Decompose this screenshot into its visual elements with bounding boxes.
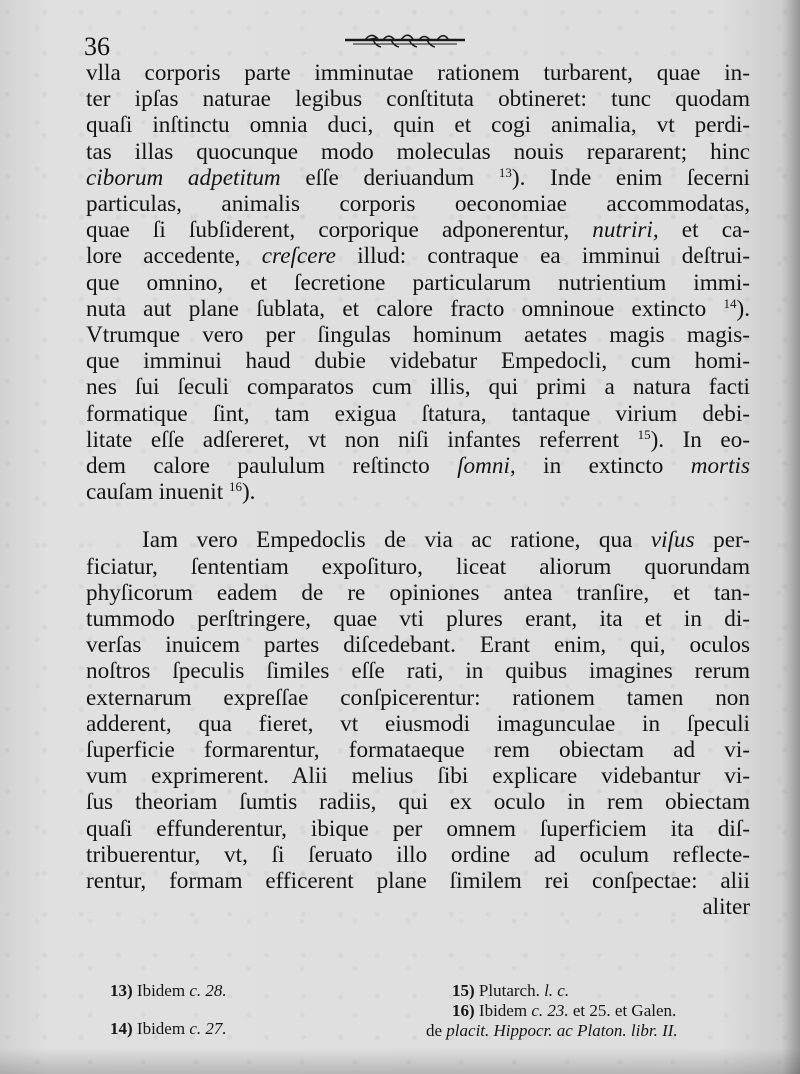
text-run: aliter [702,894,750,921]
text-run: vum exprimerent. Alii melius ſibi explicare videbantur vi- [86,763,750,790]
text-line [86,658,750,684]
footnote-ref: 15 [637,426,651,442]
text-line [86,86,750,112]
text-run: ſuperficie formarentur, formataeque rem obiectam ad vi- [86,737,750,764]
text-run: Iam vero Empedoclis de via ac ratione, qua [142,527,651,554]
text-line [86,527,750,553]
paragraph-gap [86,505,750,527]
text-run: que imminui haud dubie videbatur Empedocli, cum homi- [86,348,750,375]
text-line [86,816,750,842]
text-line [86,789,750,815]
text-line [86,894,750,920]
text-run: rentur, formam efficerent plane ſimilem rei conſpectae: alii [86,868,750,895]
footnote-ref: 16 [228,479,242,495]
text-run: ). [241,479,256,506]
footnote-14: 14) Ibidem c. 27. [110,1019,227,1038]
text-run: ). Inde enim ſecerni [511,164,750,191]
decorative-vine-rule-icon [343,30,467,50]
text-run: externarum expreſſae conſpicerentur: rationem tamen non [86,684,750,711]
text-run: illud: contraque ea imminui deſtrui- [335,243,750,270]
text-line [86,453,750,479]
footnote-13: 13) Ibidem c. 28. [110,981,227,1000]
footnote-16: 16) Ibidem c. 23. et 25. et Galen. [452,1001,677,1020]
text-line [86,270,750,296]
text-run: tas illas quocunque modo moleculas nouis repararent; hinc [86,138,750,165]
footnote-ref: 14 [723,295,737,311]
text-run: ter ipſas naturae legibus conſtituta obtineret: tunc quodam [86,86,750,113]
page-edge-shadow [782,0,800,1074]
text-line [86,191,750,217]
text-run: cauſam inuenit [86,479,229,506]
text-line [86,112,750,138]
text-line [86,217,750,243]
text-run: formatique ſint, tam exigua ſtatura, tantaque virium debi- [86,400,750,427]
text-line [86,737,750,763]
text-run: ). In eo- [650,426,750,453]
text-line [86,685,750,711]
text-run: verſas inuicem partes diſcedebant. Erant enim, qui, oculos [86,632,750,659]
text-run: phyſicorum eadem de re opiniones antea tranſire, et tan- [86,579,750,606]
text-line [86,868,750,894]
text-run: quaſi inſtinctu omnia duci, quin et cogi animalia, vt perdi- [86,112,750,139]
text-run: Vtrumque vero per ſingulas hominum aetates magis magis- [86,322,750,349]
text-line [86,348,750,374]
text-run: ). [736,295,750,322]
text-line [86,322,750,348]
text-run: adderent, qua fieret, vt eiusmodi imagunculae in ſpeculi [86,710,750,737]
text-line [86,479,750,505]
page-bottom-shadow [0,1048,800,1074]
text-run: dem calore paululum reſtincto [86,453,458,480]
text-run: tribuerentur, vt, ſi ſeruato illo ordine ad oculum reflecte- [86,841,750,868]
text-run: viſus [650,527,695,554]
text-run: quae ſi ſubſiderent, corporique adponerentur, [86,217,593,244]
text-run: creſcere [261,243,336,270]
text-run: vlla corporis parte imminutae rationem turbarent, quae in- [86,60,750,86]
text-line [86,296,750,322]
text-line [86,763,750,789]
text-run: per- [694,527,750,554]
text-line [86,632,750,658]
footnote-ref: 13 [498,164,512,180]
text-run: in extincto [515,453,691,480]
text-line [86,842,750,868]
text-run: ficiatur, ſententiam expoſituro, liceat aliorum quorundam [86,553,750,580]
text-run: litate eſſe adſereret, vt non niſi infantes referrent [86,426,638,453]
text-run: particulas, animalis corporis oeconomiae accommodatas, [86,191,750,218]
text-run: que omnino, et ſecretione particularum nutrientium immi- [86,269,750,296]
text-line [86,580,750,606]
text-line [86,139,750,165]
text-run: ſomni, [457,453,516,480]
text-run: ciborum adpetitum [86,164,281,191]
text-run: tummodo perſtringere, quae vti plures erant, ita et in di- [86,606,750,633]
text-line [86,427,750,453]
text-line [86,374,750,400]
text-run: ſus theoriam ſumtis radiis, qui ex oculo in rem obiectam [86,789,750,816]
footnote-15: 15) Plutarch. l. c. [452,981,570,1000]
text-run: quaſi effunderentur, ibique per omnem ſuperficiem ita diſ- [86,815,750,842]
text-line [86,606,750,632]
text-run: eſſe deriuandum [280,164,499,191]
text-line [86,165,750,191]
text-line [86,554,750,580]
text-line [86,60,750,86]
text-run: noſtros ſpeculis ſimiles eſſe rati, in quibus imagines rerum [86,658,750,685]
text-line [86,243,750,269]
text-run: nes ſui ſeculi comparatos cum illis, qui primi a natura facti [86,374,750,401]
text-run: nuta aut plane ſublata, et calore fracto omninoue extincto [86,295,724,322]
page-number: 36 [84,32,110,61]
text-run: et ca- [658,217,750,244]
footnote-16-continued: de placit. Hippocr. ac Platon. libr. II. [426,1021,678,1040]
text-run: nutriri, [592,217,659,244]
text-line [86,711,750,737]
text-run: mortis [690,453,750,480]
text-run: lore accedente, [86,243,262,270]
text-line [86,401,750,427]
body-text [86,60,750,921]
